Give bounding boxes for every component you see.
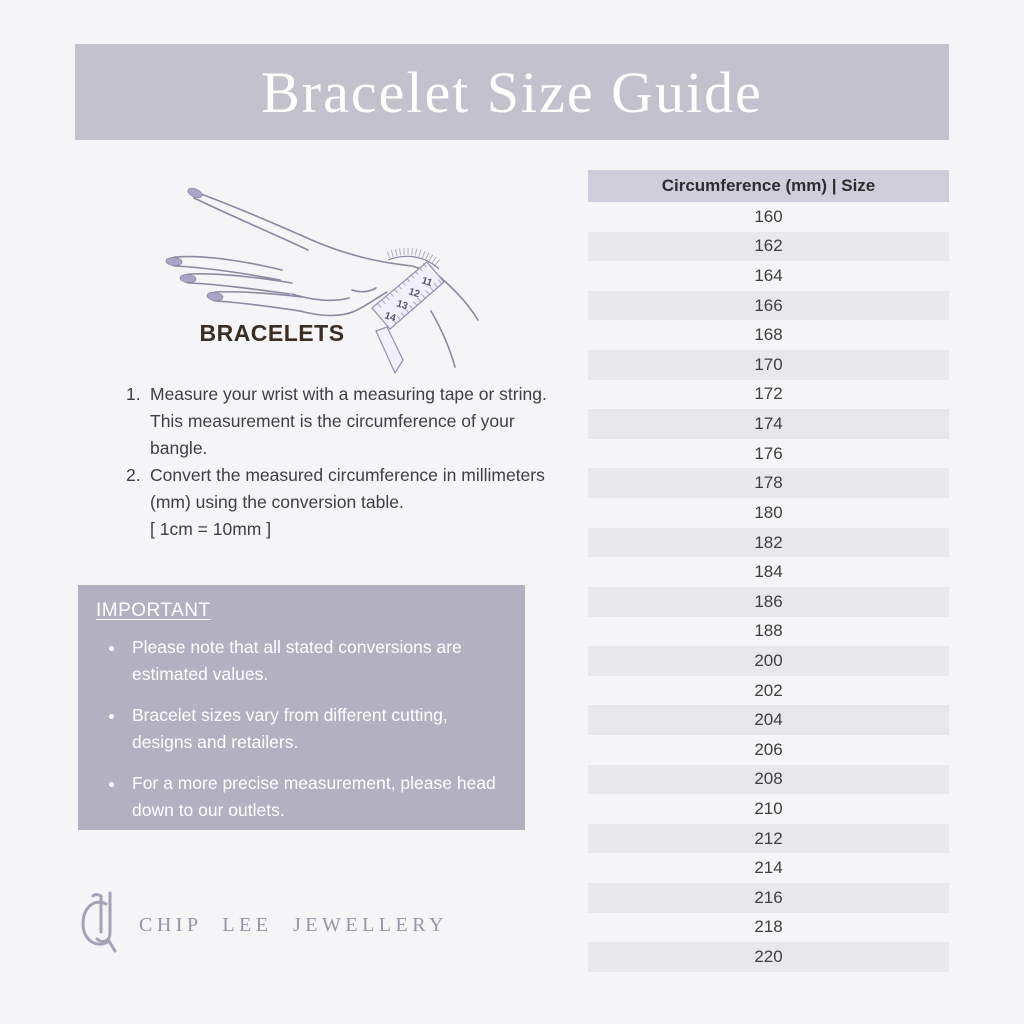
instruction-note: [ 1cm = 10mm ] [150, 519, 272, 539]
table-row: 200 [588, 646, 949, 676]
table-row: 212 [588, 824, 949, 854]
table-row: 206 [754, 739, 783, 759]
table-row: 160 [754, 206, 783, 226]
instruction-number: 1. [126, 384, 141, 404]
table-row: 176 [754, 443, 783, 463]
table-row: 174 [588, 409, 949, 439]
size-table-rows [588, 202, 949, 972]
instruction-item [126, 462, 550, 543]
title-banner [75, 44, 949, 140]
table-row: 208 [588, 765, 949, 795]
table-row: 178 [588, 468, 949, 498]
tape-number: 12 [407, 286, 422, 301]
chip-lee-monogram-icon [75, 888, 119, 956]
important-bullet: • For a more precise measurement, please head down to our outlets. [126, 770, 507, 824]
instruction-text-main: Convert the measured circumference in millimeters (mm) using the conversion table. [150, 465, 545, 512]
table-row: 172 [754, 384, 783, 404]
table-row: 202 [754, 680, 783, 700]
instruction-number: 2. [126, 465, 141, 485]
table-row: 188 [754, 621, 783, 641]
instruction-text [150, 462, 550, 543]
table-row: 168 [754, 325, 783, 345]
table-row: 166 [588, 291, 949, 321]
table-row: 180 [754, 502, 783, 522]
instruction-text: Measure your wrist with a measuring tape or string. This measurement is the circumference of your bangle. [150, 384, 547, 458]
brand-logo [75, 888, 448, 956]
table-row: 182 [588, 528, 949, 558]
instruction-item [126, 381, 550, 462]
important-title: IMPORTANT [96, 600, 211, 621]
bracelets-label: BRACELETS [199, 320, 345, 346]
important-bullets [96, 634, 507, 824]
instructions-list [126, 381, 550, 543]
table-row: 164 [754, 266, 783, 286]
table-header: Circumference (mm) | Size [588, 170, 949, 202]
important-box [78, 585, 525, 830]
table-row: 214 [754, 858, 783, 878]
important-bullet: • Bracelet sizes vary from different cutting, designs and retailers. [126, 702, 507, 756]
page-title: Bracelet Size Guide [261, 59, 763, 125]
tape-number: 13 [395, 298, 410, 313]
tape-number: 14 [383, 310, 398, 325]
important-bullet: • Please note that all stated conversions are estimated values. [126, 634, 507, 688]
table-row: 216 [588, 883, 949, 913]
table-row: 220 [588, 942, 949, 972]
table-row: 162 [588, 232, 949, 262]
measuring-tape-icon [372, 251, 444, 373]
table-row: 218 [754, 917, 783, 937]
size-table [588, 170, 949, 972]
table-row: 204 [588, 705, 949, 735]
table-row: 210 [754, 798, 783, 818]
brand-name: CHIP LEE JEWELLERY [139, 913, 448, 936]
table-row: 170 [588, 350, 949, 380]
table-row: 186 [588, 587, 949, 617]
table-row: 184 [754, 562, 783, 582]
tape-number: 11 [420, 275, 434, 290]
